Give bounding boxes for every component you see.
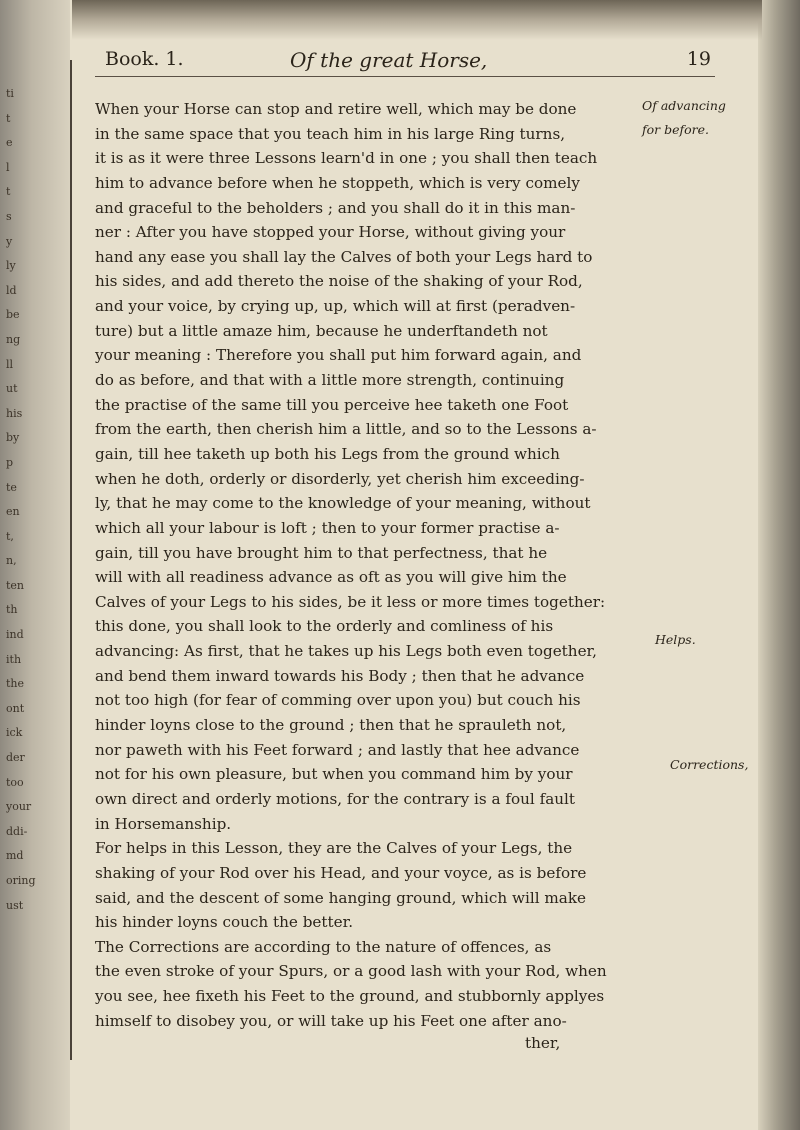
running-title: Of the great Horse, [290, 48, 488, 72]
text-line: hinder loyns close to the ground ; then that he sprauleth not, [95, 716, 567, 735]
side-note-advancing-cont: for before. [642, 122, 709, 137]
text-line: shaking of your Rod over his Head, and your voyce, as is before [95, 863, 587, 882]
text-line: his hinder loyns couch the better. [95, 913, 354, 932]
facing-page-fragments [6, 82, 66, 918]
text-line: not too high (for fear of comming over upon you) but couch his [95, 691, 581, 710]
page-number: 19 [686, 48, 711, 70]
fragment: the [6, 677, 25, 691]
text-line: and graceful to the beholders ; and you shall do it in this man- [95, 198, 576, 217]
text-line: and bend them inward towards his Body ; then that he advance [95, 666, 585, 685]
fragment: ng [6, 332, 21, 346]
text-line: your meaning : Therefore you shall put him forward again, and [95, 346, 582, 365]
fragment: md [6, 849, 24, 863]
side-note-corrections: Corrections, [670, 757, 749, 772]
text-line: from the earth, then cherish him a little, and so to the Lessons a- [95, 420, 597, 439]
fragment: be [6, 308, 20, 322]
fragment: en [6, 505, 20, 519]
top-shadow [72, 0, 762, 40]
fragment: n, [6, 554, 17, 568]
text-line: in Horsemanship. [95, 814, 232, 833]
fragment: p [6, 455, 14, 469]
fragment: ti [6, 87, 14, 100]
text-line: ture) but a little amaze him, because he underftandeth not [95, 321, 548, 340]
text-line: ner : After you have stopped your Horse, without giving your [95, 223, 566, 242]
fragment: t, [6, 529, 14, 543]
text-line: when he doth, orderly or disorderly, yet cherish him exceeding- [95, 469, 585, 488]
text-line: himself to disobey you, or will take up his Feet one after ano- [95, 1011, 567, 1030]
text-line: own direct and orderly motions, for the contrary is a foul fault [95, 789, 576, 808]
text-line: said, and the descent of some hanging ground, which will make [95, 888, 587, 907]
text-line: his sides, and add thereto the noise of the shaking of your Rod, [95, 272, 583, 291]
fragment: ly [6, 259, 16, 273]
fragment: ddi- [6, 824, 28, 838]
fragment: ind [6, 628, 24, 642]
fragment: t [6, 111, 11, 125]
fragment: th [6, 603, 18, 617]
text-line: ly, that he may come to the knowledge of your meaning, without [95, 494, 591, 513]
fragment: by [6, 431, 20, 445]
text-line: in the same space that you teach him in his large Ring turns, [95, 124, 566, 143]
catchword: ther, [525, 1033, 561, 1052]
gutter-rule [70, 60, 72, 1060]
text-line: do as before, and that with a little more strength, continuing [95, 371, 565, 390]
fragment: too [6, 775, 24, 789]
running-header [95, 42, 725, 84]
fragment: l [6, 160, 10, 174]
fragment: ut [6, 382, 18, 396]
fragment: ld [6, 283, 17, 297]
fragment: e [6, 136, 13, 150]
text-line: For helps in this Lesson, they are the Calves of your Legs, the [95, 839, 573, 858]
text-line: this done, you shall look to the orderly and comliness of his [95, 617, 554, 636]
header-rule [95, 76, 715, 77]
fragment: ith [6, 652, 22, 666]
text-line: the even stroke of your Spurs, or a good lash with your Rod, when [95, 962, 607, 981]
fragment: ust [6, 898, 24, 912]
fragment: der [6, 751, 25, 765]
fragment: t [6, 185, 11, 199]
side-note-advancing: Of advancing [642, 98, 726, 113]
text-line: him to advance before when he stoppeth, which is very comely [95, 173, 580, 192]
text-line: Calves of your Legs to his sides, be it less or more times together: [95, 592, 606, 611]
text-line: you see, hee fixeth his Feet to the ground, and stubbornly applyes [95, 987, 605, 1006]
text-line: it is as it were three Lessons learn'd in one ; you shall then teach [95, 149, 598, 168]
right-page-edge [758, 0, 800, 1130]
fragment: te [6, 480, 17, 494]
text-line: and your voice, by crying up, up, which will at first (peradven- [95, 297, 576, 316]
text-line: advancing: As first, that he takes up his Legs both even together, [95, 642, 597, 661]
text-line: gain, till hee taketh up both his Legs from the ground which [95, 444, 560, 463]
fragment: oring [6, 874, 36, 887]
text-line: the practise of the same till you perceive hee taketh one Foot [95, 395, 569, 414]
text-line: will with all readiness advance as oft as you will give him the [95, 568, 567, 587]
text-line: nor paweth with his Feet forward ; and lastly that hee advance [95, 740, 580, 759]
text-line: which all your labour is loft ; then to your former practise a- [95, 518, 560, 537]
fragment: s [6, 209, 12, 223]
text-line: When your Horse can stop and retire well, which may be done [95, 100, 577, 118]
book-number: Book. 1. [105, 48, 184, 70]
text-line: hand any ease you shall lay the Calves of both your Legs hard to [95, 247, 593, 266]
fragment: your [6, 800, 32, 814]
book-page [95, 42, 749, 1052]
fragment: his [6, 406, 23, 420]
text-line: gain, till you have brought him to that perfectness, that he [95, 543, 548, 562]
fragment: y [6, 234, 13, 248]
body-text [95, 97, 635, 1033]
side-note-helps: Helps. [655, 632, 696, 647]
fragment: ten [6, 578, 25, 592]
fragment: ll [6, 357, 14, 371]
text-line: not for his own pleasure, but when you command him by your [95, 765, 573, 784]
text-line: The Corrections are according to the nature of offences, as [95, 937, 552, 956]
fragment: ick [6, 726, 23, 740]
fragment: ont [6, 701, 25, 715]
